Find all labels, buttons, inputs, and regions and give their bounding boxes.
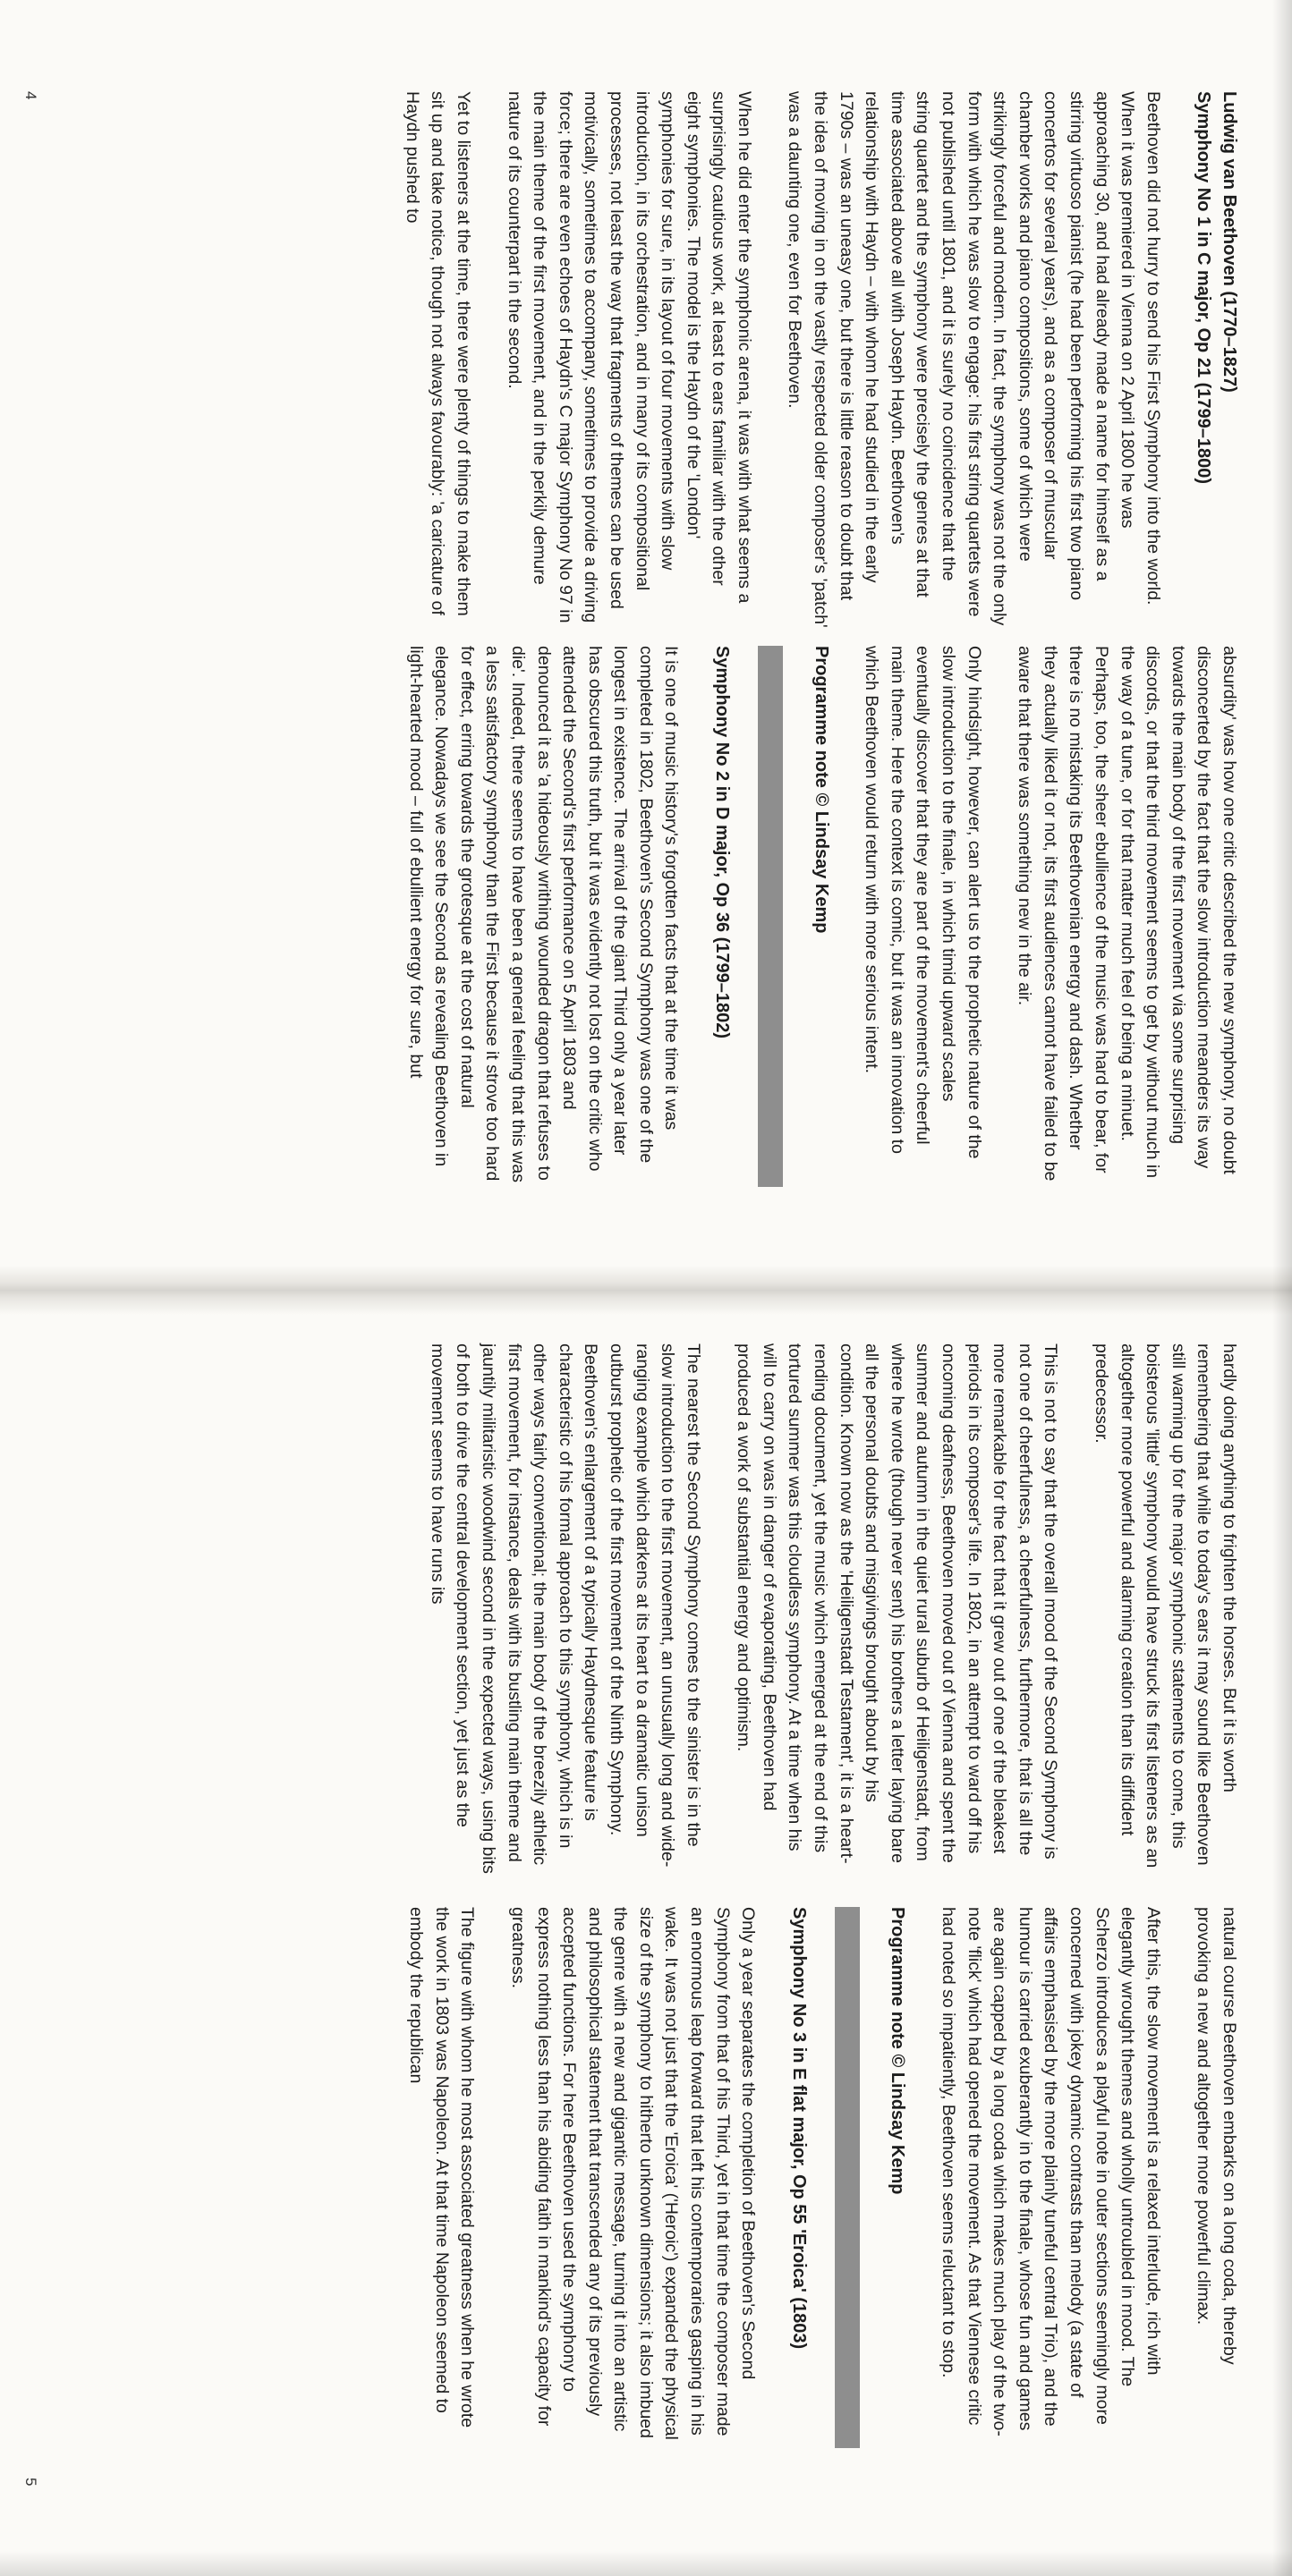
programme-note-credit: Programme note © Lindsay Kemp bbox=[811, 646, 831, 934]
work-heading: Symphony No 3 in E flat major, Op 55 'Eroica' (1803) bbox=[788, 1907, 809, 2350]
paragraph: The figure with whom he most associated greatness when he wrote the work in 1803 was Napoleon. At that time Napoleon seemed to embody the republican bbox=[406, 1907, 478, 2428]
page-number: 5 bbox=[22, 2478, 39, 2487]
paragraph: The nearest the Second Symphony comes to the sinister is in the slow introduction to the first movement, an unusually long and wide-ranging example which darkens at its heart to a dramatic unison outburst prophetic of the first movement of the Ninth Symphony. Beethoven's enlargement of a typically Haydnesque feature is characteristic of his formal approach to this symphony, which is in other ways fairly conventional; the main body of the breezily athletic first movement, for instance, deals with its bustling main theme and jauntily militaristic woodwind second in the expected ways, using bits of both to drive the central development section, yet just as the movement seems to have runs its bbox=[427, 1343, 703, 1874]
column-2 bbox=[378, 1907, 1242, 2444]
paragraph: When he did enter the symphonic arena, it was with what seems a surprisingly cautious work, at least to ears familiar with the other eight symphonies. The model is the Haydn of the 'London' symphonies for sure, in its layout of four movements with slow introduction, in its orchestration, and in many of its compositional processes, not least the way that fragments of themes can be used motivically, sometimes to accompany, sometimes to provide a driving force; there are even echoes of Haydn's C major Symphony No 97 in the main theme of the first movement, and in the perkily demure nature of its counterpart in the second. bbox=[504, 91, 754, 623]
section-divider-band bbox=[758, 646, 783, 1187]
paragraph: This is not to say that the overall mood of the Second Symphony is not one of cheerfulness, a cheerfulness, furthermore, that is all the more remarkable for the fact that it grew out of one of the bleakest periods in its composer's life. In 1802, in an attempt to ward off his oncoming deafness, Beethoven moved out of Vienna and spent the summer and autumn in the quiet rural suburb of Heiligenstadt, from where he wrote (though never sent) his brothers a letter laying bare all the personal doubts and misgivings brought about by his condition. Known now as the 'Heiligenstadt Testament', it is a heart-rending document, yet the music which emerged at the end of this tortured summer was this cloudless symphony. At a time when his will to carry on was in danger of evaporating, Beethoven had produced a work of substantial energy and optimism. bbox=[734, 1343, 1061, 1864]
paragraph: hardly doing anything to frighten the horses. But it is worth remembering that while to today's ears it may sound like Beethoven still warming up for the major symphonic statements to come, this boisterous 'little' symphony would have struck its first listeners as an altogether more powerful and alarming creation than its diffident predecessor. bbox=[1092, 1343, 1239, 1868]
page-gutter bbox=[0, 1266, 1292, 1315]
paragraph: Only hindsight, however, can alert us to the prophetic nature of the slow introduction to the finale, in which timid upward scales eventually discover that they are part of the movement's cheerful main theme. Here the context is comic, but it was an innovation to which Beethoven would return with more serious intent. bbox=[862, 646, 984, 1159]
paragraph: absurdity' was how one critic described the new symphony, no doubt disconcerted by the fact that the slow introduction meanders its way towards the main body of the first movement via some surprising discords, or that the third movement seems to get by without much in the way of a tune, or for that matter much feel of being a minuet. Perhaps, too, the sheer ebullience of the music was hard to bear, for there is no mistaking its Beethovenian energy and dash. Whether they actually liked it or not, its first audiences cannot have failed to be aware that there was something new in the air. bbox=[1015, 646, 1239, 1182]
composer-heading: Ludwig van Beethoven (1770–1827) bbox=[1220, 91, 1239, 393]
programme-note-credit: Programme note © Lindsay Kemp bbox=[888, 1907, 908, 2195]
work-heading: Symphony No 1 in C major, Op 21 (1799–1800) bbox=[1194, 91, 1214, 485]
page-number: 4 bbox=[22, 91, 39, 100]
paragraph: Yet to listeners at the time, there were plenty of things to make them sit up and take notice, though not always favourably: 'a caricature of Haydn pushed to bbox=[402, 91, 473, 616]
work-heading: Symphony No 2 in D major, Op 36 (1799–1802) bbox=[712, 646, 733, 1039]
page-4 bbox=[0, 18, 1292, 1252]
section-divider-band bbox=[835, 1907, 860, 2448]
column-2 bbox=[378, 646, 1242, 1182]
paragraph: After this, the slow movement is a relaxed interlude, rich with elegantly wrought themes and wholly untroubled in mood. The Scherzo introduces a playful note in outer sections seemingly more concerned with jokey dynamic contrasts than melody (a state of affairs emphasised by the more plainly tuneful central Trio), and the humour is carried exuberantly in to the finale, whose fun and games are again capped by a long coda which makes much play of the two-note 'flick' which had opened the movement. As that Viennese critic had noted so impatiently, Beethoven seems reluctant to stop. bbox=[939, 1907, 1163, 2436]
column-1 bbox=[374, 91, 1242, 628]
paragraph: Beethoven did not hurry to send his First Symphony into the world. When it was premiered in Vienna on 2 April 1800 he was approaching 30, and had already made a name for himself as a stirring virtuoso pianist (he had been performing his first two piano concertos for several years), and as a composer of muscular chamber works and piano compositions, some of which were strikingly forceful and modern. In fact, the symphony was not the only form with which he was slow to engage: his first string quartets were not published until 1801, and it is surely no coincidence that the string quartet and the symphony were precisely the genres at that time associated above all with Joseph Haydn. Beethoven's relationship with Haydn – with whom he had studied in the early 1790s – was an uneasy one, but there is little reason to doubt that the idea of moving in on the vastly respected older composer's 'patch' was a daunting one, even for Beethoven. bbox=[785, 91, 1163, 628]
column-1 bbox=[399, 1343, 1242, 1880]
paragraph: Only a year separates the completion of Beethoven's Second Symphony from that of his Third, yet in that time the composer made an enormous leap forward that left his contemporaries gasping in his wake. It was not just that the 'Eroica' ('Heroic') expanded the physical size of the symphony to hitherto unknown dimensions; it also imbued the genre with a new and gigantic message, turning it into an artistic and philosophical statement that transcended any of its previously accepted functions. For here Beethoven used the symphony to express nothing less than his abiding faith in mankind's capacity for greatness. bbox=[507, 1907, 759, 2440]
paragraph: natural course Beethoven embarks on a long coda, thereby provoking a new and altogether more powerful climax. bbox=[1194, 1907, 1239, 2365]
page-5 bbox=[0, 1326, 1292, 2560]
paragraph: It is one of music history's forgotten facts that at the time it was completed in 1802, Beethoven's Second Symphony was one of the longest in existence. The arrival of the giant Third only a year later has obscured this truth, but it was evidently not lost on the critic who attended the Second's first performance on 5 April 1803 and denounced it as 'a hideously writhing wounded dragon that refuses to die'. Indeed, there seems to have been a general feeling that this was a less satisfactory symphony than the First because it strove too hard for effect, erring towards the grotesque at the cost of natural elegance. Nowadays we see the Second as revealing Beethoven in light-hearted mood – full of ebullient energy for sure, but bbox=[405, 646, 682, 1182]
